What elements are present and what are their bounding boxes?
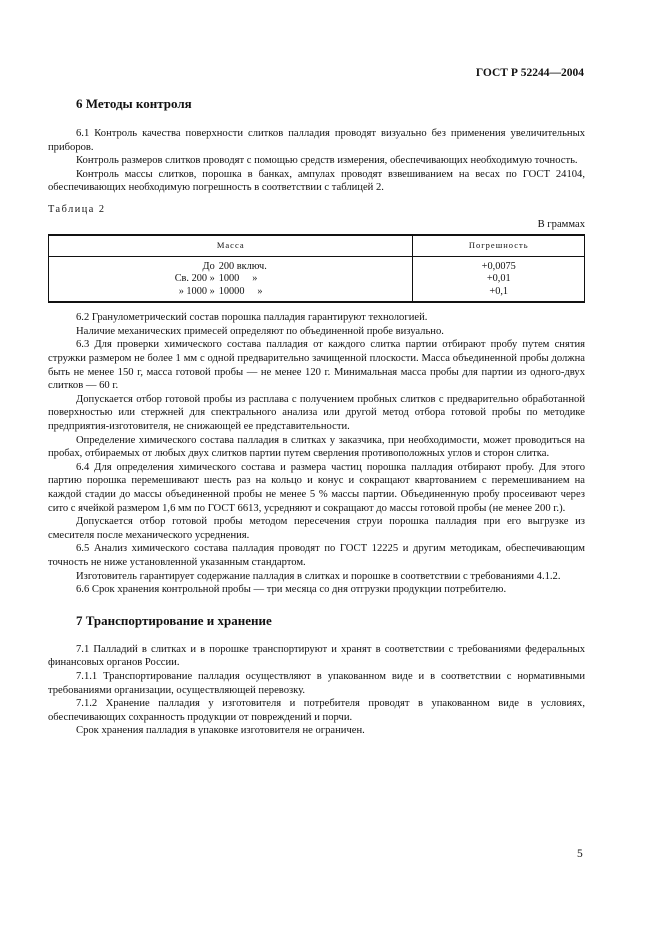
page-content bbox=[48, 96, 585, 738]
mass-value: 1000 » bbox=[218, 273, 258, 285]
table-row bbox=[49, 256, 585, 273]
paragraph: 6.4 Для определения химического состава и размера частиц порошка палладия отбирают пробу. Для этого партию порошка перемешивают шесть раз на кольцо и конус и сокращают квартованием с перемешиванием на каждой стадии до массы объединенной пробы не менее 5 % массы партии. Объединенную пробу просеивают через сито с ячейкой размером 1,6 мм по ГОСТ 6613, усредняют и сокращают до массы готовой пробы (не менее 200 г.). bbox=[48, 461, 585, 514]
column-header-mass: Масса bbox=[49, 235, 413, 256]
paragraph: 6.2 Гранулометрический состав порошка палладия гарантируют технологией. bbox=[76, 312, 428, 324]
paragraph: 7.1.1 Транспортирование палладия осуществляют в упакованном виде и в соответствии с нормативными требованиями организации, осуществляющей перевозку. bbox=[48, 670, 585, 696]
mass-prefix: » 1000 » bbox=[178, 285, 215, 297]
paragraph: 6.5 Анализ химического состава палладия проводят по ГОСТ 12225 и другим методикам, обеспечивающим точность не ниже установленной указанным стандартом. bbox=[48, 543, 585, 568]
section-7-heading: 7 Транспортирование и хранение bbox=[76, 612, 272, 628]
paragraph: Контроль массы слитков, порошка в банках, ампулах проводят взвешиванием на весах по ГОСТ 24104, обеспечивающих необходимую погрешность в соответствии с таблицей 2. bbox=[48, 168, 585, 194]
mass-prefix: До bbox=[202, 260, 215, 272]
paragraph: Допускается отбор готовой пробы из расплава с получением пробных слитков с предварительно обработанной поверхностью или стержней для спектрального анализа или другой метод отбора готовой пробы по методике предприятия-изготовителя, не снижающей ее представительности. bbox=[48, 393, 585, 432]
mass-value: 200 включ. bbox=[218, 260, 267, 272]
column-header-tolerance: Погрешность bbox=[413, 235, 585, 256]
paragraph: 6.1 Контроль качества поверхности слитков палладия проводят визуально без применения увеличительных приборов. bbox=[48, 128, 585, 153]
document-code-header: ГОСТ Р 52244—2004 bbox=[475, 67, 584, 79]
paragraph: 7.1.2 Хранение палладия у изготовителя и потребителя проводят в упакованном виде в условиях, обеспечивающих сохранность продукции от повреждений и порчи. bbox=[48, 698, 585, 723]
paragraph: Определение химического состава палладия в слитках у заказчика, при необходимости, может проводиться на пробах, отбираемых от любых двух слитков партии путем сверления противоположных углов и сторон слитка. bbox=[48, 434, 585, 460]
paragraph: 7.1 Палладий в слитках и в порошке транспортируют и хранят в соответствии с требованиями федеральных финансовых органов России. bbox=[48, 643, 585, 669]
paragraph: Срок хранения палладия в упаковке изготовителя не ограничен. bbox=[76, 725, 365, 737]
paragraph: Наличие механических примесей определяют по объединенной пробе визуально. bbox=[76, 325, 444, 337]
paragraph: Допускается отбор готовой пробы методом пересечения струи порошка палладия при его выгрузке из смесителя после механического усреднения. bbox=[48, 516, 585, 541]
paragraph: Контроль размеров слитков проводят с помощью средств измерения, обеспечивающих необходимую точность. bbox=[76, 155, 578, 167]
table-units: В граммах bbox=[537, 218, 585, 230]
paragraph: 6.3 Для проверки химического состава палладия от каждого слитка партии отбирают пробу путем снятия стружки размером не более 1 мм с одной предварительно зачищенной плоскости. Масса объединенной пробы должна быть не менее 150 г, масса готовой пробы — не менее 120 г. Минимальная масса пробы для партии из одного-двух слитков — 60 г. bbox=[48, 339, 585, 392]
paragraph: 6.6 Срок хранения контрольной пробы — три месяца со дня отгрузки продукции потребителю. bbox=[76, 584, 507, 596]
table-2 bbox=[48, 234, 585, 303]
mass-value: 10000 » bbox=[218, 285, 263, 297]
paragraph: Изготовитель гарантирует содержание палладия в слитках и порошке в соответствии с требованиями 4.1.2. bbox=[76, 570, 561, 582]
tolerance-value: +0,01 bbox=[413, 273, 585, 286]
table-row bbox=[49, 286, 585, 303]
table-caption: Таблица 2 bbox=[48, 203, 106, 215]
section-6-heading: 6 Методы контроля bbox=[76, 96, 192, 111]
tolerance-value: +0,0075 bbox=[413, 256, 585, 273]
table-row bbox=[49, 273, 585, 286]
page-number: 5 bbox=[577, 848, 583, 860]
mass-prefix: Св. 200 » bbox=[174, 273, 215, 285]
tolerance-value: +0,1 bbox=[413, 286, 585, 303]
